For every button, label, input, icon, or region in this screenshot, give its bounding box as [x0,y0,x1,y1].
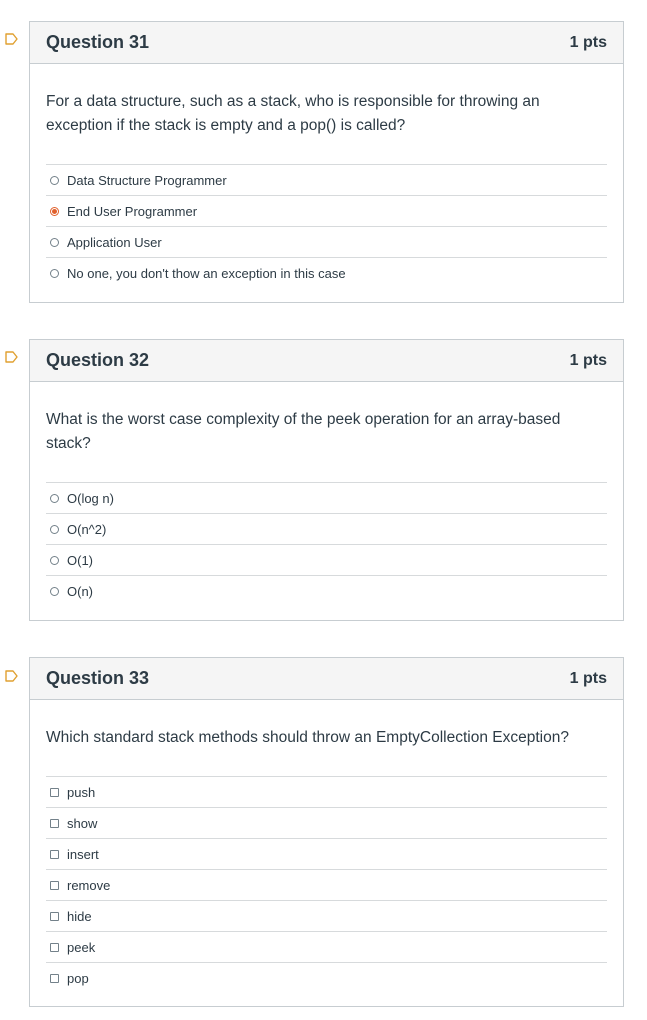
answer-option[interactable] [46,807,607,838]
radio-button[interactable] [50,176,59,185]
question-33 [29,657,624,1007]
checkbox[interactable] [50,850,59,859]
radio-button[interactable] [50,494,59,503]
question-31 [29,21,624,303]
answer-label: pop [67,970,89,986]
question-body [30,64,623,298]
question-title: Question 32 [46,350,150,370]
flag-question-32-icon[interactable] [5,351,19,363]
answer-option[interactable] [46,226,607,257]
answer-label: No one, you don't thow an exception in this case [67,265,346,281]
answer-label: hide [67,908,92,924]
answer-option[interactable] [46,838,607,869]
radio-button[interactable] [50,238,59,247]
radio-button[interactable] [50,556,59,565]
question-points: 1 pts [569,669,607,687]
question-header [30,658,623,700]
question-body [30,700,623,1003]
checkbox[interactable] [50,943,59,952]
question-text: Which standard stack methods should throw an EmptyCollection Exception? [46,729,569,746]
answer-option[interactable] [46,164,607,195]
answer-label: O(1) [67,552,93,568]
question-title: Question 31 [46,32,150,52]
answer-option[interactable] [46,482,607,513]
checkbox[interactable] [50,819,59,828]
answer-label: O(n^2) [67,521,107,537]
question-text: What is the worst case complexity of the peek operation for an array-based stack? [46,411,561,452]
checkbox[interactable] [50,881,59,890]
radio-button-selected[interactable] [50,207,59,216]
answer-label: Data Structure Programmer [67,172,227,188]
question-points: 1 pts [569,33,607,51]
checkbox[interactable] [50,788,59,797]
flag-question-31-icon[interactable] [5,33,19,45]
answer-label: remove [67,877,111,893]
answer-label: O(n) [67,583,93,599]
question-32 [29,339,624,621]
answer-label: Application User [67,234,162,250]
flag-question-33-icon[interactable] [5,670,19,682]
radio-button[interactable] [50,269,59,278]
checkbox[interactable] [50,912,59,921]
question-text: For a data structure, such as a stack, who is responsible for throwing an exception if the stack is empty and a pop() is called? [46,93,540,134]
question-title: Question 33 [46,668,150,688]
answer-option[interactable] [46,544,607,575]
answer-label: push [67,784,96,800]
radio-button[interactable] [50,525,59,534]
answer-option[interactable] [46,257,607,288]
answer-list [46,164,607,288]
checkbox[interactable] [50,974,59,983]
answer-option[interactable] [46,869,607,900]
answer-label: peek [67,939,96,955]
answer-list [46,776,607,993]
answer-option[interactable] [46,776,607,807]
answer-label: O(log n) [67,490,114,506]
answer-option[interactable] [46,575,607,606]
question-body [30,382,623,616]
question-points: 1 pts [569,351,607,369]
answer-option[interactable] [46,900,607,931]
radio-button[interactable] [50,587,59,596]
answer-option[interactable] [46,195,607,226]
question-header [30,340,623,382]
answer-option[interactable] [46,962,607,993]
answer-label: insert [67,846,99,862]
answer-label: End User Programmer [67,203,198,219]
answer-option[interactable] [46,513,607,544]
answer-option[interactable] [46,931,607,962]
answer-list [46,482,607,606]
answer-label: show [67,815,98,831]
question-header [30,22,623,64]
